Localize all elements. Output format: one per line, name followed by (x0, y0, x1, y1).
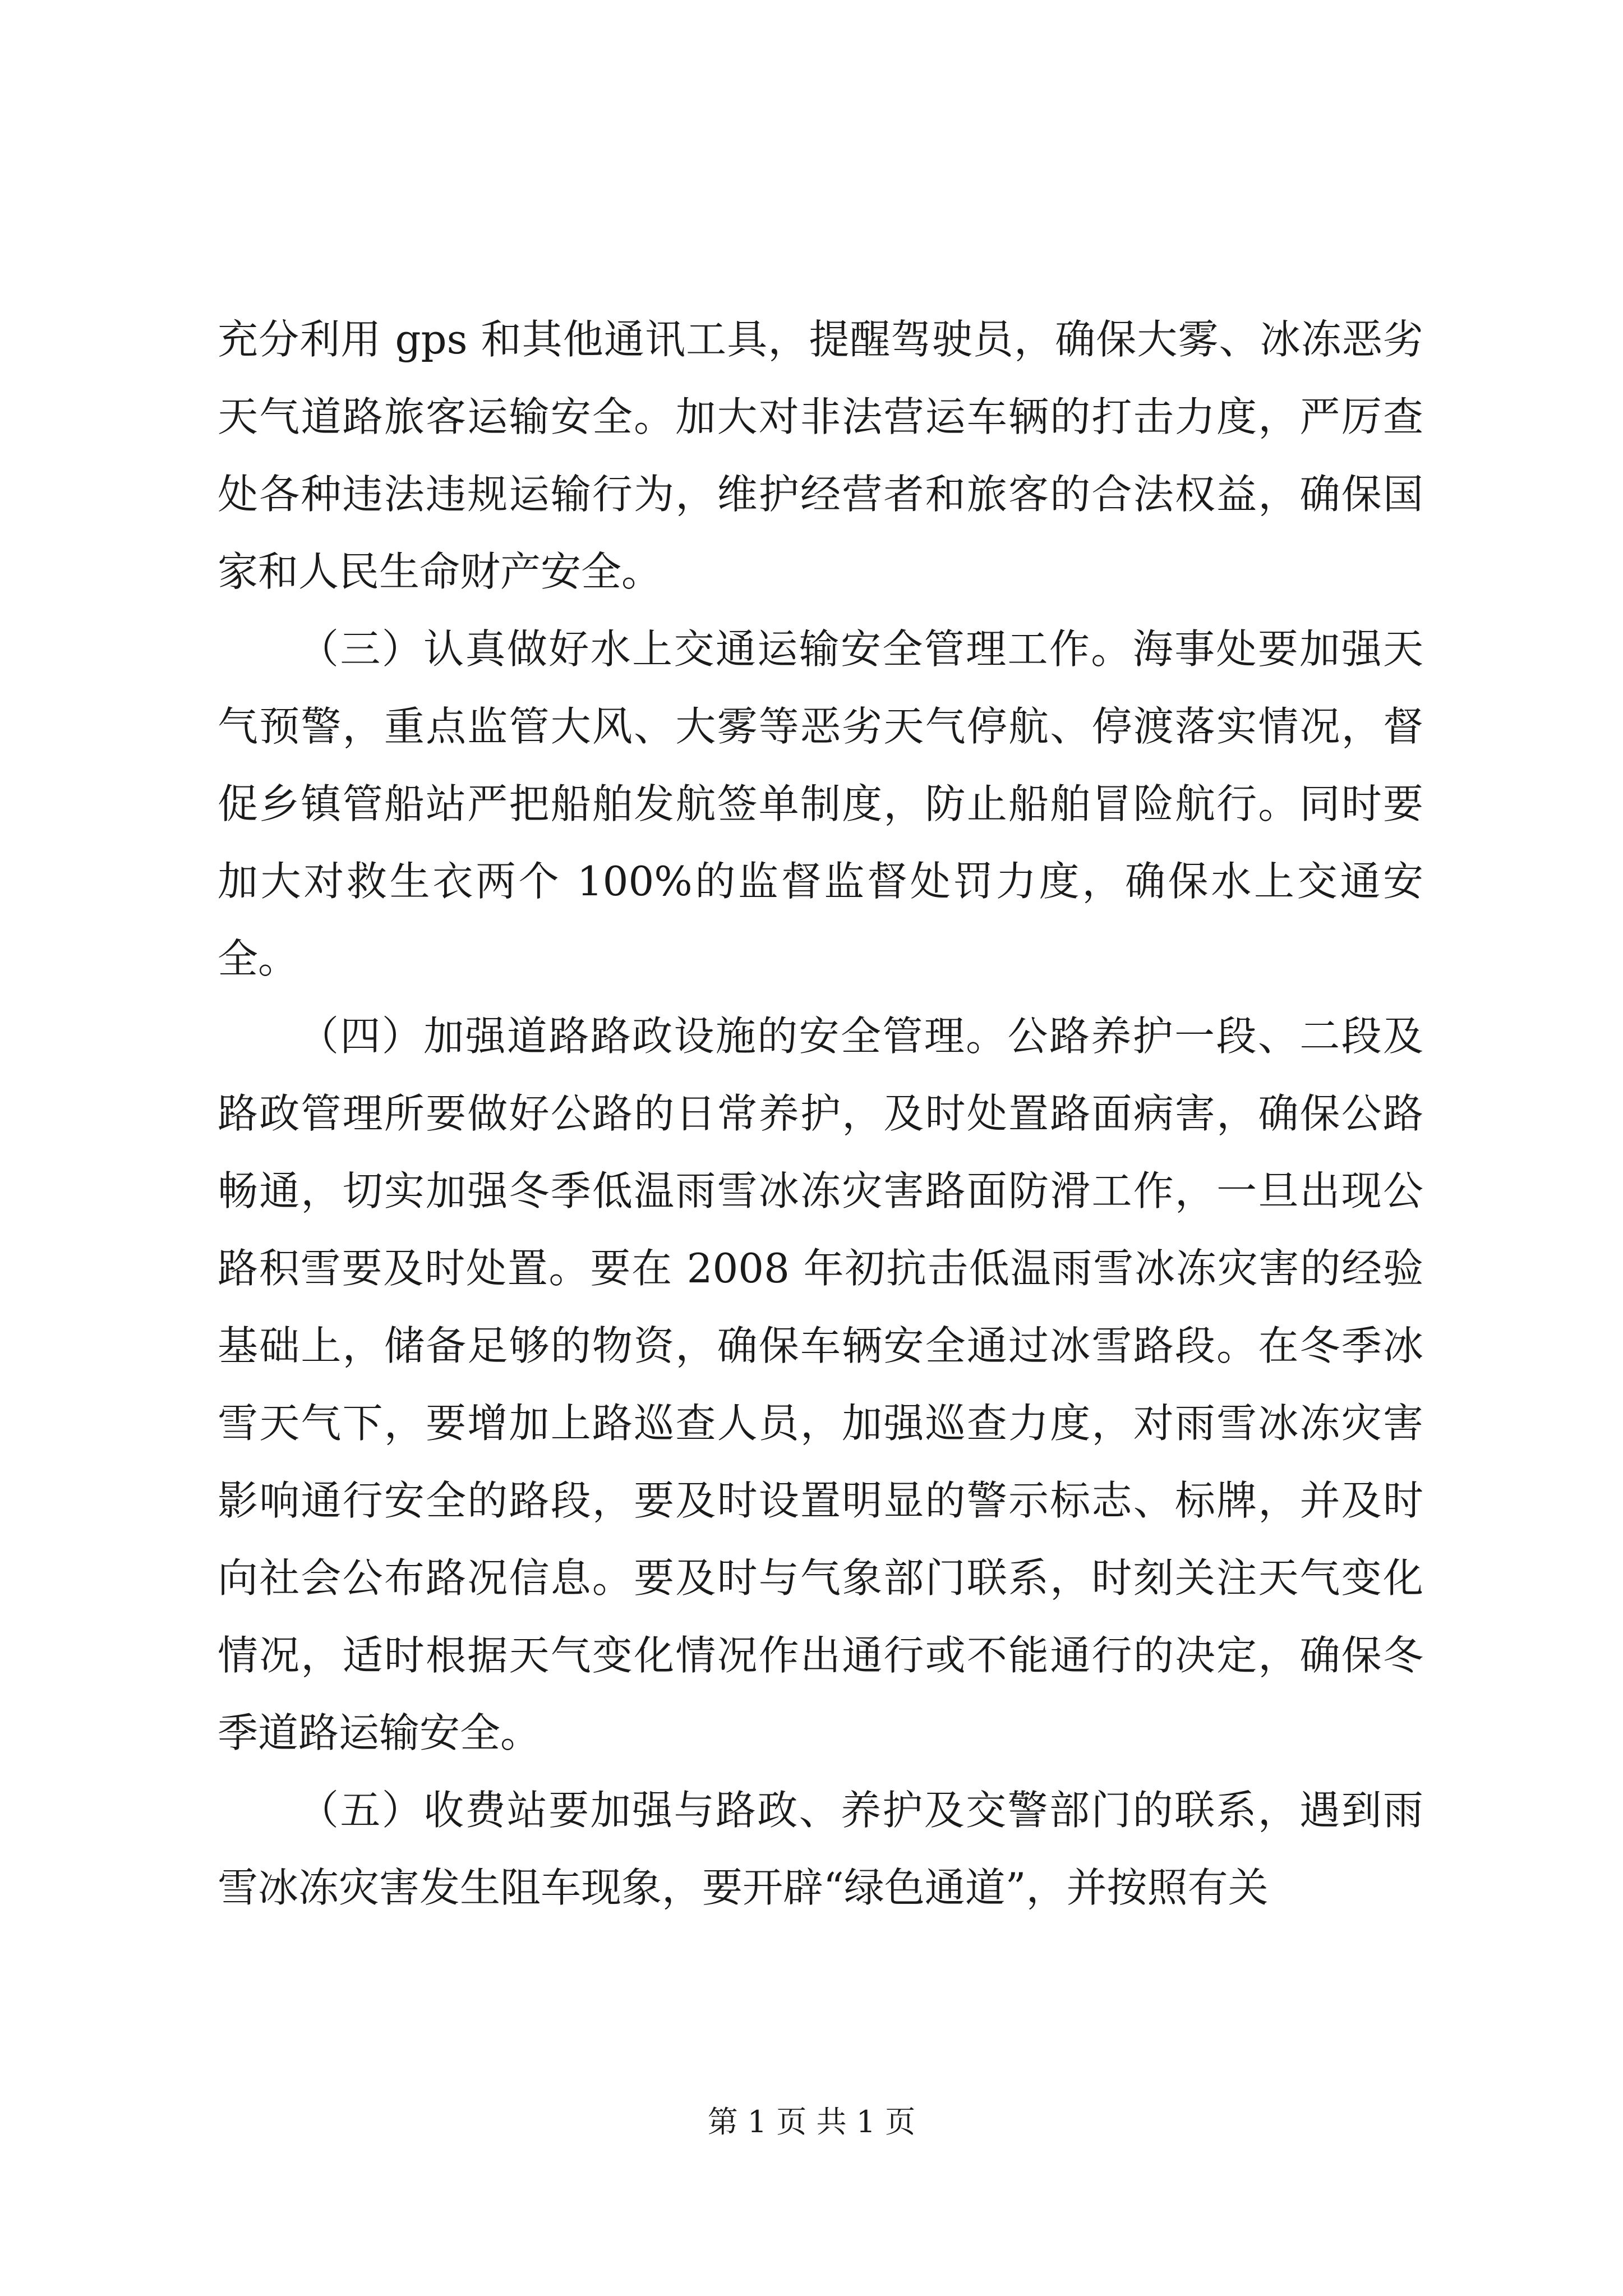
paragraph-4: （五）收费站要加强与路政、养护及交警部门的联系，遇到雨雪冰冻灾害发生阻车现象，要开辟“绿色通道”，并按照有关 (218, 1787, 1423, 1911)
page-footer: 第 1 页 共 1 页 (707, 2104, 916, 2139)
document-body (218, 301, 1423, 1926)
paragraph-1: 充分利用 gps 和其他通讯工具，提醒驾驶员，确保大雾、冰冻恶劣天气道路旅客运输安全。加大对非法营运车辆的打击力度，严厉查处各种违法违规运输行为，维护经营者和旅客的合法权益，确保国家和人民生命财产安全。 (218, 316, 1423, 595)
paragraph-2: （三）认真做好水上交通运输安全管理工作。海事处要加强天气预警，重点监管大风、大雾等恶劣天气停航、停渡落实情况，督促乡镇管船站严把船舶发航签单制度，防止船舶冒险航行。同时要加大对救生衣两个 100%的监督监督处罚力度，确保水上交通安全。 (218, 625, 1423, 982)
paragraph-3: （四）加强道路路政设施的安全管理。公路养护一段、二段及路政管理所要做好公路的日常养护，及时处置路面病害，确保公路畅通，切实加强冬季低温雨雪冰冻灾害路面防滑工作，一旦出现公路积雪要及时处置。要在 2008 年初抗击低温雨雪冰冻灾害的经验基础上，储备足够的物资，确保车辆安全通过冰雪路段。在冬季冰雪天气下，要增加上路巡查人员，加强巡查力度，对雨雪冰冻灾害影响通行安全的路段，要及时设置明显的警示标志、标牌，并及时向社会公布路况信息。要及时与气象部门联系，时刻关注天气变化情况，适时根据天气变化情况作出通行或不能通行的决定，确保冬季道路运输安全。 (218, 1013, 1423, 1756)
